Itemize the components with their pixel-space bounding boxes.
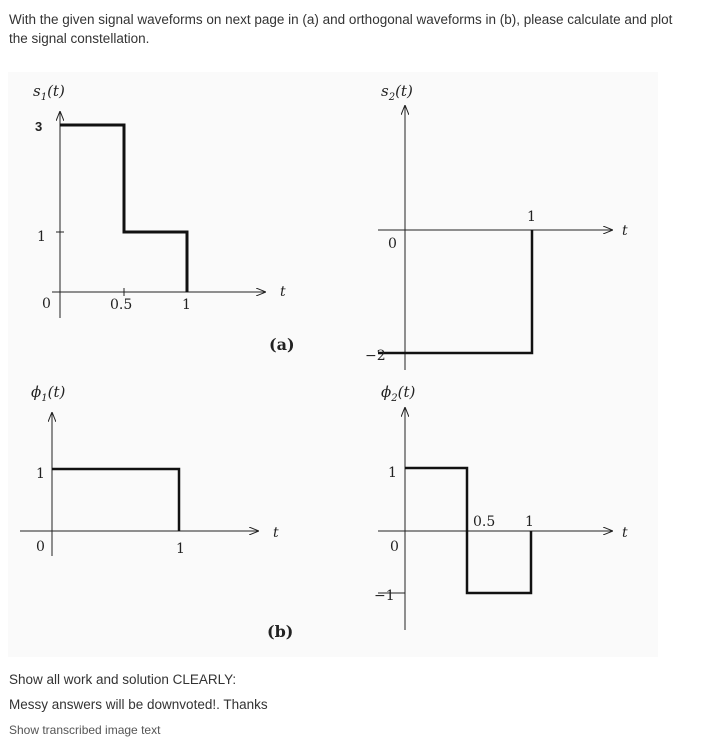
phi2-origin-label: 0 (390, 539, 399, 555)
phi2-t-label: t (622, 525, 628, 541)
s1-label: $s_1(t)$ (33, 82, 65, 103)
phi2-label: $\phi_2(t)$ (381, 383, 416, 404)
s1-tick-label-3: 3 (35, 119, 43, 134)
waveform-figure (0, 70, 701, 670)
phi1-tick-label-one: 1 (36, 466, 45, 482)
figure-background (8, 72, 658, 657)
s2-label: $s_2(t)$ (381, 82, 413, 103)
s2-t-label: t (622, 223, 628, 239)
instruction-line-1: Show all work and solution CLEARLY: (9, 672, 237, 687)
phi2-tick-label-one: 1 (388, 465, 397, 481)
s2-tick-label-one: 1 (527, 209, 536, 225)
show-transcribed-link[interactable]: Show transcribed image text (9, 723, 161, 737)
panel-a-caption: (a) (269, 335, 295, 354)
s1-tick-label-half: 0.5 (110, 297, 133, 313)
s2-tick-label-neg2: −2 (365, 348, 386, 364)
s2-origin-label: 0 (388, 236, 397, 252)
s1-origin-label: 0 (42, 296, 51, 312)
waveform-figure-svg (0, 70, 701, 670)
phi1-tick-label-x-one: 1 (176, 541, 185, 557)
phi1-origin-label: 0 (36, 539, 45, 555)
s1-tick-label-one: 1 (182, 297, 191, 313)
s1-tick-label-1: 1 (37, 229, 46, 245)
phi1-label: $\phi_1(t)$ (31, 383, 66, 404)
question-text: With the given signal waveforms on next page in (a) and orthogonal waveforms in (b), please calculate and plot the signal constellation. (9, 12, 673, 46)
phi2-tick-label-half: 0.5 (473, 514, 496, 530)
instruction-line-2: Messy answers will be downvoted!. Thanks (9, 697, 268, 712)
phi2-tick-label-x-one: 1 (525, 514, 534, 530)
panel-b-caption: (b) (267, 622, 294, 641)
s1-t-label: t (280, 284, 286, 300)
phi1-t-label: t (273, 525, 279, 541)
phi2-tick-label-neg1: −1 (374, 588, 395, 604)
